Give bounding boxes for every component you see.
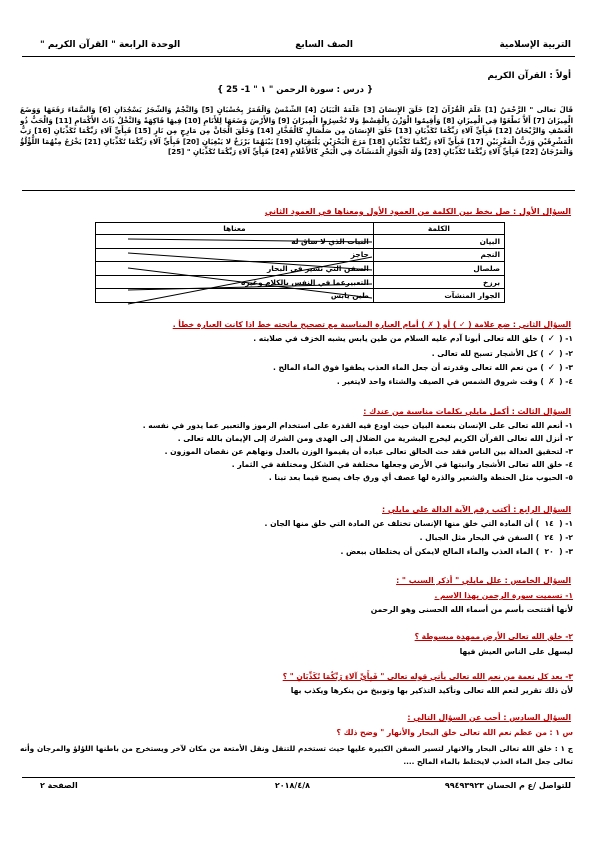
footer-page-number: الصفحة ٢ bbox=[40, 781, 78, 790]
cross-icon: ✗ bbox=[548, 377, 555, 386]
q3-item-4: ٤- خلق الله تعالى الأشجار وانبتها في الأرض وجعلها مختلفة في الشكل ومختلفة في الثمار . bbox=[231, 460, 573, 469]
q3-item-2: ٢- أنزل الله تعالى القرآن الكريم ليخرج البشرية من الضلال إلى الهدى ومن الشرك إلى الإيمان بالله تعالى . bbox=[177, 434, 573, 443]
match-line bbox=[128, 257, 372, 304]
q4-item-1: ١- ( ١٤ ) أن المادة التي خلق منها الإنسان تختلف عن المادة التي خلق منها الجان . bbox=[264, 519, 573, 528]
item-number: ٤- bbox=[565, 377, 573, 386]
item-number: ١- bbox=[565, 334, 573, 343]
meaning-cell: السفن التي تسير في البحار bbox=[96, 262, 374, 276]
ayah-number: ١٤ bbox=[544, 519, 554, 528]
item-number: ٣- bbox=[565, 363, 573, 372]
q4-title: السؤال الرابع : أكتب رقم الآية الدالة على مايلي : bbox=[382, 505, 571, 514]
match-line bbox=[128, 268, 372, 298]
meaning-cell: طين يابس bbox=[96, 289, 374, 303]
item-text: السفن في البحار مثل الجبال . bbox=[419, 533, 534, 542]
q5-question-3: ٣- بعد كل نعمة من نعم الله تعالى يأتي قوله تعالى " فَبِأَيِّ آلاءِ رَبِّكُمَا تُكَذِّبَانِ " ؟ bbox=[282, 672, 573, 681]
q5-answer-2: ليسهل على الناس العيش فيها bbox=[459, 647, 573, 656]
word-cell: النجم bbox=[373, 248, 504, 262]
q2-item-1: ١- ( ✓ ) خلق الله تعالى أبونا آدم عليه السلام من طين يابس يشبه الخزف في صلابته . bbox=[253, 334, 573, 344]
q4-item-3: ٣- ( ٢٠ ) الماء العذب والماء المالح لايمكن أن يختلطان ببعض . bbox=[340, 547, 573, 556]
q4-item-2: ٢- ( ٢٤ ) السفن في البحار مثل الجبال . bbox=[419, 533, 573, 542]
q1-title: السؤال الأول : صل بخط بين الكلمة من العمود الأول ومعناها في العمود الثاني bbox=[264, 207, 571, 216]
footer-divider bbox=[22, 777, 575, 778]
item-number: ١- bbox=[565, 519, 573, 528]
ayah-number: ٢٠ bbox=[544, 547, 554, 556]
meaning-cell: التعبيرعما في النفس بالكلام وغيره bbox=[96, 275, 374, 289]
q6-question: س ١ : من عظم نعم الله تعالى خلق البحار والأنهار " وضح ذلك ؟ bbox=[336, 728, 573, 737]
footer-contact: للتواصل /ع م الحسان ٩٩٤٩٣٩٢٣ bbox=[444, 781, 571, 790]
q5-question-2: ٢- خلق الله تعالى الأرض ممهدة مبسوطة ؟ bbox=[414, 632, 573, 641]
item-text: خلق الله تعالى أبونا آدم عليه السلام من طين يابس يشبه الخزف في صلابته . bbox=[253, 334, 538, 343]
item-text: أن المادة التي خلق منها الإنسان تختلف عن المادة التي خلق منها الجان . bbox=[264, 519, 534, 528]
q3-item-1: ١- أنعم الله تعالى على الإنسان بنعمة البيان حيث اودع فيه القدرة على استخدام الرموز والتعبير عما يدور في نفسه . bbox=[142, 421, 573, 430]
ayah-number: ٢٤ bbox=[544, 533, 554, 542]
item-text: من نعم الله تعالى وقدرته أن جعل الماء العذب يطفوا فوق الماء المالح . bbox=[272, 363, 538, 372]
item-number: ٢- bbox=[565, 349, 573, 358]
q5-answer-1: لأنها أفتتحت بأسم من أسماء الله الحسنى وهو الرحمن bbox=[370, 605, 573, 614]
col-meaning-header: معناها bbox=[96, 223, 374, 235]
q6-answer: ج ١ : خلق الله تعالى البحار والانهار لتسير السفن الكبيرة عليها حيث تستخدم للتنقل ونقل الأمتعة من مكان لآخر ويستخرج من باطنها اللؤلؤ والمرجان وأنه تعالى جعل الماء العذب لايختلط بالماء المالح .... bbox=[20, 744, 573, 766]
col-word-header: الكلمة bbox=[373, 223, 504, 235]
item-text: الماء العذب والماء المالح لايمكن أن يختلطان ببعض . bbox=[340, 547, 534, 556]
item-number: ٣- bbox=[565, 547, 573, 556]
q2-title: السؤال الثاني : ضع علامة ( ✓ ) أو ( ✗ ) أمام العبارة المناسبة مع تصحيح ماتحته خط اذا كانت العبارة خطأ . bbox=[172, 320, 571, 329]
q3-item-5: ٥- الحبوب مثل الحنطة والشعير والذرة لها عصف أي ورق جاف يصبح قيما بعد تبنا . bbox=[268, 473, 573, 482]
header-unit: الوحدة الرابعة " القرآن الكريم " bbox=[40, 40, 181, 50]
q2-item-2: ٢- ( ✓ ) كل الأشجار تسبح لله تعالى . bbox=[431, 349, 573, 359]
footer-date: ٢٠١٨/٤/٨ bbox=[274, 781, 310, 790]
section-title: أولاً : القرآن الكريم bbox=[487, 71, 571, 81]
q5-answer-3: لأن ذلك تقرير لنعم الله تعالى وتأكيد التذكير بها وتوبيخ من ينكرها ويكذب بها bbox=[290, 686, 573, 695]
item-text: وقت شروق الشمس في الصيف والشتاء واحد لايتغير . bbox=[336, 377, 538, 386]
quran-passage: قَالَ تعالى " الرَّحْمَنُ [1] عَلَّمَ الْقُرْآنَ [2] خَلَقَ الإِنسَانَ [3] عَلَّمَهُ الْبَيَانَ [4] الشَّمْسُ وَالْقَمَرُ بِحُسْبَانٍ [5] وَالنَّجْمُ وَالشَّجَرُ يَسْجُدَانِ [6] وَالسَّمَاءَ رَفَعَهَا وَوَضَعَ الْمِيزَانَ [7] أَلاَّ تَطْغَوْا فِي الْمِيزَانِ [8] وَأَقِيمُوا الْوَزْنَ بِالْقِسْطِ وَلا تُخْسِرُوا الْمِيزَانَ [9] وَالأَرْضَ وَضَعَهَا لِلأَنَامِ [10] فِيهَا فَاكِهَةٌ وَالنَّخْلُ ذَاتُ الأَكْمَامِ [11] وَالْحَبُّ ذُو الْعَصْفِ وَالرَّيْحَانُ [12] فَبِأَيِّ آلاءِ رَبِّكُمَا تُكَذِّبَانِ [13] خَلَقَ الإِنسَانَ مِن صَلْصَالٍ كَالْفَخَّارِ [14] وَخَلَقَ الْجَانَّ مِن مَارِجٍ مِن نَارٍ [15] فَبِأَيِّ آلاءِ رَبِّكُمَا تُكَذِّبَانِ [16] رَبُّ الْمَشْرِقَيْنِ وَرَبُّ الْمَغْرِبَيْنِ [17] فَبِأَيِّ آلاءِ رَبِّكُمَا تُكَذِّبَانِ [18] مَرَجَ الْبَحْرَيْنِ يَلْتَقِيَانِ [19] بَيْنَهُمَا بَرْزَخٌ لا يَبْغِيَانِ [20] فَبِأَيِّ آلاءِ رَبِّكُمَا تُكَذِّبَانِ [21] يَخْرُجُ مِنْهُمَا اللُّؤْلُؤُ وَالْمَرْجَانُ [22] فَبِأَيِّ آلاءِ رَبِّكُمَا تُكَذِّبَانِ [23] وَلَهُ الْجَوَارِ الْمُنشَآتُ فِي الْبَحْرِ كَالأَعْلامِ [24] فَبِأَيِّ آلاءِ رَبِّكُمَا تُكَذِّبَانِ " [25] bbox=[20, 105, 573, 157]
lesson-title: { درس : سورة الرحمن " ١ " 1- 25 } bbox=[217, 85, 373, 95]
header-subject: التربية الإسلامية bbox=[499, 40, 571, 50]
header-grade: الصف السابع bbox=[295, 40, 353, 50]
word-cell: برزخ bbox=[373, 275, 504, 289]
word-cell: الجوار المنشآت bbox=[373, 289, 504, 303]
meaning-cell: حاجز bbox=[96, 248, 374, 262]
q2-item-3: ٣- ( ✓ ) من نعم الله تعالى وقدرته أن جعل الماء العذب يطفوا فوق الماء المالح . bbox=[272, 363, 573, 373]
q3-item-3: ٣- لتحقيق العدالة بين الناس فقد حث الخالق تعالى عباده أن يقيموا الوزن بالعدل ونهاهم عن نقصان الموزون . bbox=[164, 447, 573, 456]
q6-title: السؤال السادس : أجب عن السؤال التالي : bbox=[407, 713, 571, 722]
item-number: ٢- bbox=[565, 533, 573, 542]
q5-question-1: ١- تسميت سورة الرحمن بهذا الاسم . bbox=[434, 591, 573, 600]
q3-title: السؤال الثالث : أكمل مايلي بكلمات مناسبة من عندك : bbox=[363, 407, 571, 416]
check-icon: ✓ bbox=[547, 349, 556, 359]
item-text: كل الأشجار تسبح لله تعالى . bbox=[431, 349, 538, 358]
q5-title: السؤال الخامس : علل مايلي " أذكر السبب " : bbox=[396, 576, 571, 585]
check-icon: ✓ bbox=[547, 334, 556, 344]
q2-item-4: ٤- ( ✗ ) وقت شروق الشمس في الصيف والشتاء واحد لايتغير . bbox=[336, 377, 573, 386]
check-icon: ✓ bbox=[547, 363, 556, 373]
meaning-cell: النبات الذي لا ساق له bbox=[96, 235, 374, 249]
word-cell: صلصال bbox=[373, 262, 504, 276]
match-line bbox=[128, 284, 372, 290]
word-cell: البيان bbox=[373, 235, 504, 249]
match-line bbox=[128, 253, 372, 270]
match-line bbox=[128, 239, 372, 242]
